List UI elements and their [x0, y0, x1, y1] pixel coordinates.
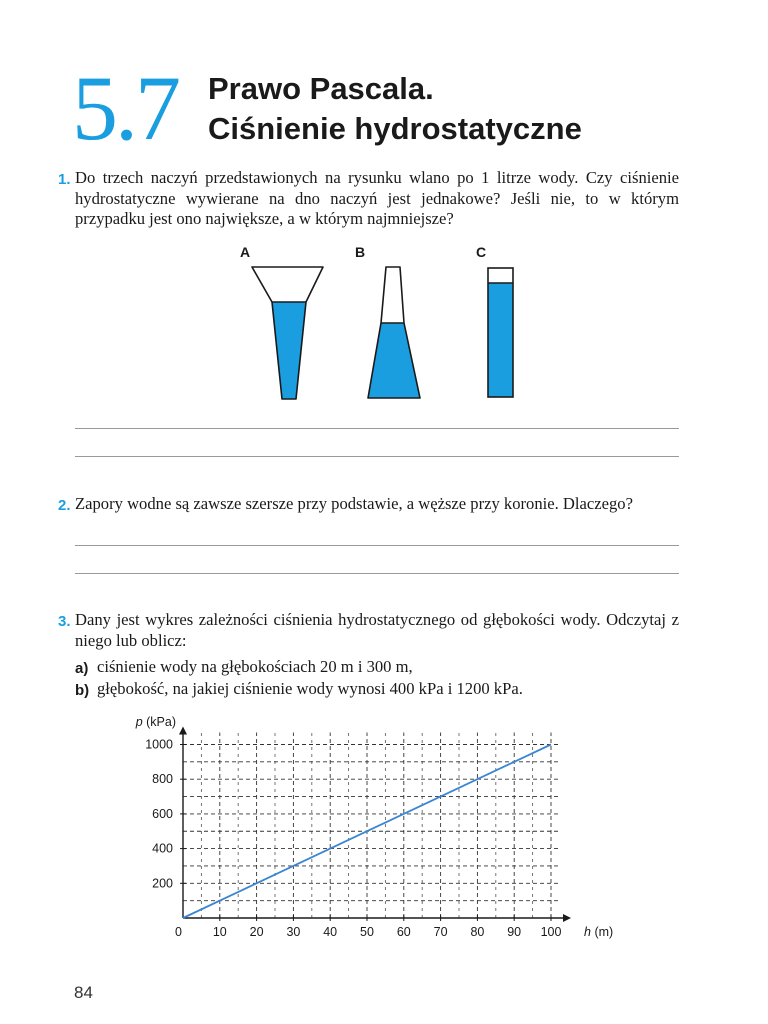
question-1-text: Do trzech naczyń przedstawionych na rysunku wlano po 1 litrze wody. Czy ciśnienie hydrostatyczne wywierane na dno naczyń jest jednakowe? Jeśli nie, to w którym przypadku jest ono największe, a w którym najmniejsze? [75, 168, 679, 228]
question-2-number: 2. [58, 497, 71, 514]
page-number: 84 [74, 983, 93, 1002]
x-tick-label: 0 [175, 925, 182, 939]
x-tick-label: 90 [507, 925, 522, 939]
vessel-b-label: B [355, 244, 366, 260]
vessel-c [488, 268, 513, 397]
x-tick-label: 20 [249, 925, 264, 939]
vessel-c-water [488, 283, 513, 397]
x-tick-label: 40 [323, 925, 338, 939]
pressure-depth-chart [120, 705, 640, 950]
y-tick-label: 400 [152, 841, 173, 856]
x-tick-label: 100 [540, 925, 562, 939]
question-2-text: Zapory wodne są zawsze szersze przy podstawie, a węższe przy koronie. Dlaczego? [75, 494, 633, 513]
x-axis-arrow [563, 914, 571, 922]
vessel-a [252, 267, 323, 399]
y-tick-label: 600 [152, 806, 173, 821]
vessel-c-label: C [476, 244, 487, 260]
y-axis-arrow [179, 727, 187, 735]
question-3a-text: ciśnienie wody na głębokościach 20 m i 300 m, [97, 657, 413, 676]
x-tick-label: 10 [212, 925, 227, 939]
x-tick-label: 50 [360, 925, 374, 939]
answer-line-2-1[interactable] [75, 545, 679, 546]
y-axis-label: p (kPa) [135, 715, 176, 729]
question-3-text: Dany jest wykres zależności ciśnienia hydrostatycznego od głębokości wody. Odczytaj z niego lub oblicz: [75, 610, 679, 650]
vessel-a-label: A [240, 244, 251, 260]
question-3b-text: głębokość, na jakiej ciśnienie wody wynosi 400 kPa i 1200 kPa. [97, 679, 523, 698]
section-number: 5.7 [72, 57, 178, 159]
y-tick-label: 1000 [145, 737, 173, 752]
vessels-figure [230, 260, 540, 405]
y-tick-label: 200 [152, 876, 173, 891]
page-title-line-2: Ciśnienie hydrostatyczne [208, 111, 582, 146]
x-tick-label: 70 [433, 925, 448, 939]
y-tick-label: 800 [152, 772, 173, 787]
vessel-b [368, 267, 420, 398]
x-tick-label: 30 [286, 925, 301, 939]
question-3a-label: a) [75, 660, 89, 677]
x-tick-label: 60 [396, 925, 411, 939]
question-1-number: 1. [58, 171, 71, 188]
x-axis-label: h (m) [584, 925, 614, 939]
page-title-line-1: Prawo Pascala. [208, 71, 434, 106]
answer-line-1-1[interactable] [75, 428, 679, 429]
answer-line-2-2[interactable] [75, 573, 679, 574]
question-3b-label: b) [75, 682, 90, 699]
answer-line-1-2[interactable] [75, 456, 679, 457]
question-3-number: 3. [58, 613, 71, 630]
x-tick-label: 80 [470, 925, 485, 939]
